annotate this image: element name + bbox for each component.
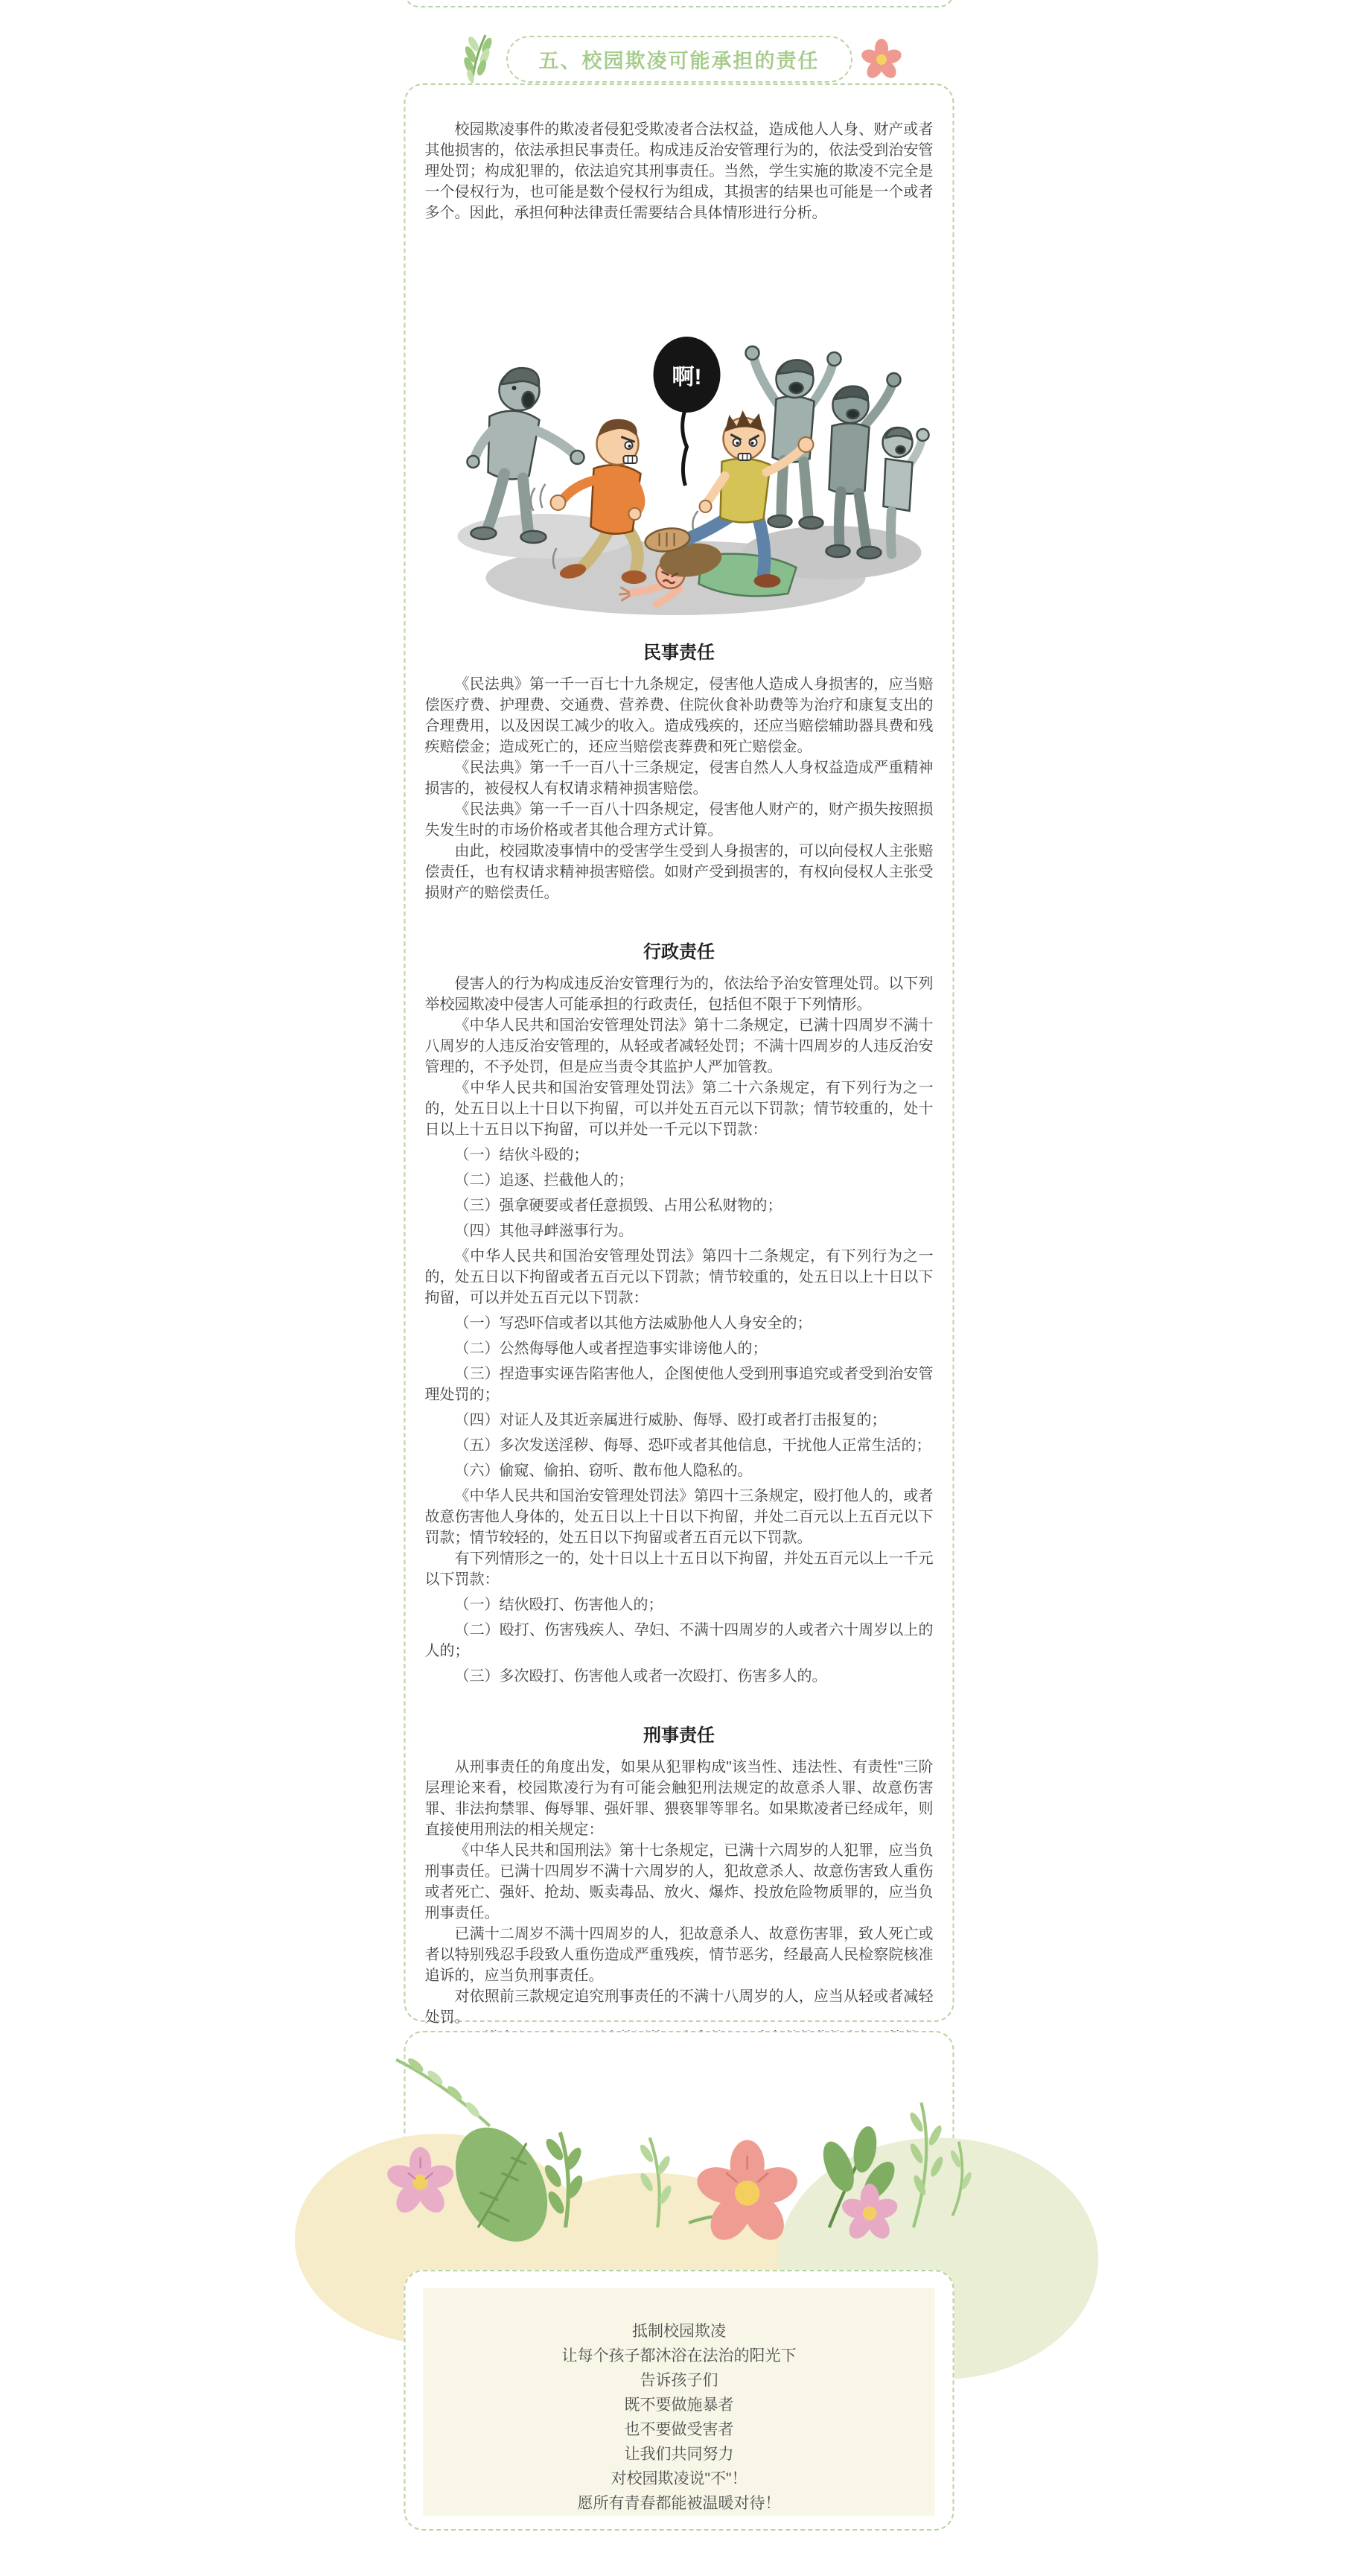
message-line: 让我们共同努力 [624,2446,734,2463]
message-line: 既不要做施暴者 [624,2397,734,2414]
list-item: （三）强拿硬要或者任意损毁、占用公私财物的； [454,1198,782,1214]
list-item: （六）偷窥、偷拍、窃听、散布他人隐私的。 [454,1463,753,1479]
message-line: 对校园欺凌说"不"！ [611,2470,747,2487]
paragraph: 《民法典》第一千一百八十四条规定，侵害他人财产的，财产损失按照损失发生时的市场价格或者其他合理方式计算。 [424,801,934,839]
message-line: 告诉孩子们 [640,2372,718,2389]
leaf-icon [460,32,494,86]
list-item: （二）追逐、拦截他人的； [454,1172,634,1189]
list-item: （四）其他寻衅滋事行为。 [454,1223,634,1239]
section-heading: 刑事责任 [643,1726,715,1746]
cartoon-wrap [444,316,914,625]
list-item: （二）殴打、伤害残疾人、孕妇、不满十四周岁的人或者六十周岁以上的人的； [424,1622,934,1659]
intro-paragraph: 校园欺凌事件的欺凌者侵犯受欺凌者合法权益，造成他人人身、财产或者其他损害的，依法承担民事责任。构成违反治安管理行为的，依法受到治安管理处罚；构成犯罪的，依法追究其刑事责任。当然，学生实施的欺凌不完全是一个侵权行为，也可能是数个侵权行为组成，其损害的结果也可能是一个或者多个。因此，承担何种法律责任需要结合具体情形进行分析。 [424,121,934,221]
message-line: 愿所有青春都能被温暖对待！ [577,2495,781,2512]
speech-bubble [653,337,720,486]
paragraph: 已满十二周岁不满十四周岁的人，犯故意杀人、故意伤害罪，致人死亡或者以特别残忍手段致人重伤造成严重残疾，情节恶劣，经最高人民检察院核准追诉的，应当负刑事责任。 [424,1926,934,1984]
list-item: （三）捏造事实诬告陷害他人，企图使他人受到刑事追究或者受到治安管理处罚的； [424,1366,934,1403]
section-heading: 行政责任 [643,942,715,962]
paragraph: 《民法典》第一千一百八十三条规定，侵害自然人人身权益造成严重精神损害的，被侵权人有权请求精神损害赔偿。 [424,760,934,797]
paragraph: 《中华人民共和国治安管理处罚法》第十二条规定，已满十四周岁不满十八周岁的人违反治安管理的，从轻或者减轻处罚；不满十四周岁的人违反治安管理的，不予处罚，但是应当责令其监护人严加管教。 [424,1017,934,1075]
title-badge [506,36,852,83]
floral-decoration [406,2032,953,2227]
bullying-cartoon [444,316,914,625]
header [0,30,1358,88]
flower-icon [864,41,899,77]
paragraph: 《民法典》第一千一百七十九条规定，侵害他人造成人身损害的，应当赔偿医疗费、护理费、交通费、营养费、住院伙食补助费等为治疗和康复支出的合理费用，以及因误工减少的收入。造成残疾的，还应当赔偿辅助器具费和残疾赔偿金；造成死亡的，还应当赔偿丧葬费和死亡赔偿金。 [424,676,934,755]
message-panel [424,2288,935,2516]
message-line: 也不要做受害者 [624,2421,734,2438]
paragraph: 《中华人民共和国治安管理处罚法》第四十三条规定，殴打他人的，或者故意伤害他人身体的，处五日以上十日以下拘留，并处二百元以上五百元以下罚款；情节较轻的，处五日以下拘留或者五百元以下罚款。 [424,1488,934,1546]
message-line: 让每个孩子都沐浴在法治的阳光下 [561,2347,797,2364]
paragraph: 侵害人的行为构成违反治安管理行为的，依法给予治安管理处罚。以下列举校园欺凌中侵害人可能承担的行政责任，包括但不限于下列情形。 [424,976,934,1013]
paragraph: 从刑事责任的角度出发，如果从犯罪构成"该当性、违法性、有责性"三阶层理论来看，校园欺凌行为有可能会触犯刑法规定的故意杀人罪、故意伤害罪、非法拘禁罪、侮辱罪、强奸罪、猥亵罪等罪名。如果欺凌者已经成年，则直接使用刑法的相关规定： [424,1759,934,1838]
previous-box-edge [404,0,954,7]
list-item: （一）写恐吓信或者以其他方法威胁他人人身安全的； [454,1315,812,1332]
list-item: （一）结伙斗殴的； [454,1147,589,1163]
decoration-box [404,2031,954,2229]
paragraph: 有下列情形之一的，处十日以上十五日以下拘留，并处五百元以上一千元以下罚款： [424,1551,934,1588]
message-line: 抵制校园欺凌 [632,2323,726,2340]
page-title: 五、校园欺凌可能承担的责任 [538,49,820,72]
list-item: （二）公然侮辱他人或者捏造事实诽谤他人的； [454,1341,768,1357]
sections-root [425,641,934,2070]
section-heading: 民事责任 [643,643,715,663]
paragraph: 对依照前三款规定追究刑事责任的不满十八周岁的人，应当从轻或者减轻处罚。 [424,1988,934,2026]
list-item: （五）多次发送淫秽、侮辱、恐吓或者其他信息，干扰他人正常生活的； [454,1437,931,1454]
speech-text: 啊! [672,365,701,389]
list-item: （三）多次殴打、伤害他人或者一次殴打、伤害多人的。 [454,1668,827,1685]
message-box [404,2270,954,2531]
list-item: （一）结伙殴打、伤害他人的； [454,1597,663,1613]
paragraph: 由此，校园欺凌事情中的受害学生受到人身损害的，可以向侵权人主张赔偿责任，也有权请求精神损害赔偿。如财产受到损害的，有权向侵权人主张受损财产的赔偿责任。 [424,843,934,901]
onlookers-right [745,346,928,559]
list-item: （四）对证人及其近亲属进行威胁、侮辱、殴打或者打击报复的； [454,1412,887,1428]
fern-top-left [396,2056,490,2126]
content-box [404,83,954,2026]
paragraph: 《中华人民共和国刑法》第十七条规定，已满十六周岁的人犯罪，应当负刑事责任。已满十四周岁不满十六周岁的人，犯故意杀人、故意伤害致人重伤或者死亡、强奸、抢劫、贩卖毒品、放火、爆炸、投放危险物质罪的，应当负刑事责任。 [424,1842,934,1921]
paragraph: 《中华人民共和国治安管理处罚法》第四十二条规定，有下列行为之一的，处五日以下拘留或者五百元以下罚款；情节较重的，处五日以上十日以下拘留，可以并处五百元以下罚款： [424,1248,934,1306]
paragraph: 《中华人民共和国治安管理处罚法》第二十六条规定，有下列行为之一的，处五日以上十日以下拘留，可以并处五百元以下罚款；情节较重的，处十日以上十五日以下拘留，可以并处一千元以下罚款： [424,1080,934,1138]
